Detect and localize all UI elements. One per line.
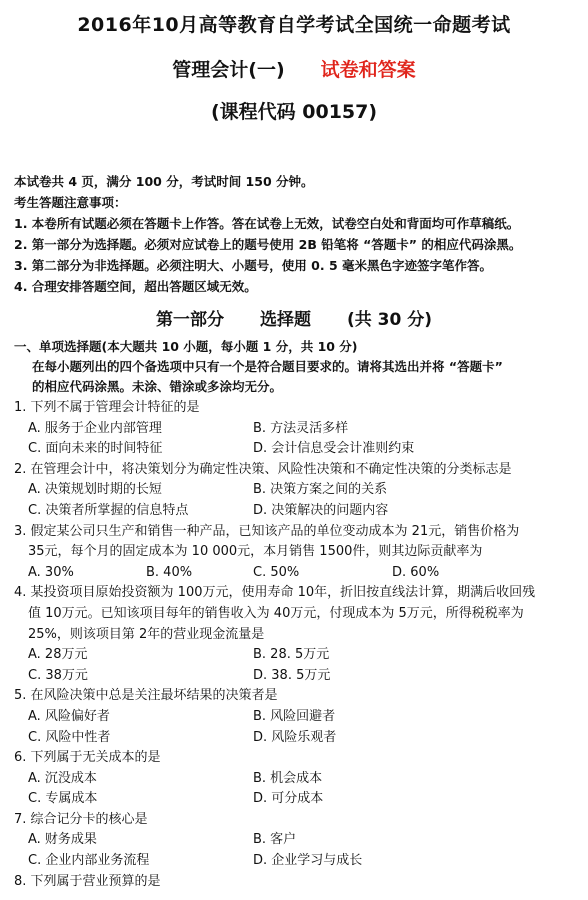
options-row xyxy=(14,789,584,810)
option-item: B. 决策方案之间的关系 xyxy=(253,482,388,498)
option-item: B. 风险回避者 xyxy=(253,708,336,724)
subject-note: 试卷和答案 xyxy=(320,59,416,81)
options-row xyxy=(14,501,584,522)
part-type: 选择题 xyxy=(259,310,311,330)
options-row xyxy=(14,769,584,790)
option-item: D. 60% xyxy=(392,564,440,580)
section-heading: 一、单项选择题(本大题共 10 小题，每小题 1 分，共 10 分) xyxy=(14,339,358,354)
subject-name: 管理会计(一) xyxy=(172,59,285,81)
instruction-line: 2. 第一部分为选择题。必须对应试卷上的题号使用 2B 铅笔将 “答题卡” 的相应代码涂黑。 xyxy=(14,237,522,252)
question-text: 4. 某投资项目原始投资额为 100万元，使用寿命 10年，折旧按直线法计算，期满后收回残 xyxy=(14,585,536,601)
part-name: 第一部分 xyxy=(155,310,224,330)
options-row xyxy=(14,480,584,501)
options-row xyxy=(14,830,584,851)
options-row xyxy=(14,851,584,872)
course-code: (课程代码 00157) xyxy=(210,101,378,123)
options-row xyxy=(14,439,584,460)
options-row xyxy=(14,707,584,728)
option-item: A. 30% xyxy=(28,564,74,580)
instruction-line: 本试卷共 4 页，满分 100 分，考试时间 150 分钟。 xyxy=(14,174,314,189)
question-list xyxy=(14,398,584,892)
section-desc: 在每小题列出的四个备选项中只有一个是符合题目要求的。请将其选出并将 “答题卡” xyxy=(32,359,503,374)
option-item: A. 风险偏好者 xyxy=(28,708,110,724)
instruction-line: 考生答题注意事项： xyxy=(14,195,127,210)
part-heading xyxy=(0,305,588,330)
exam-title: 2016年10月高等教育自学考试全国统一命题考试 xyxy=(77,14,511,36)
instructions-block xyxy=(14,171,584,297)
option-item: C. 风险中性者 xyxy=(28,729,111,745)
option-item: C. 专属成本 xyxy=(28,791,98,807)
option-item: D. 38. 5万元 xyxy=(253,667,331,683)
option-item: D. 可分成本 xyxy=(253,791,324,807)
question-text: 25%，则该项目第 2年的营业现金流量是 xyxy=(28,626,265,642)
question-text: 5. 在风险决策中总是关注最坏结果的决策者是 xyxy=(14,688,278,704)
option-item: A. 28万元 xyxy=(28,647,88,663)
option-item: A. 沉没成本 xyxy=(28,770,97,786)
section-desc: 的相应代码涂黑。未涂、错涂或多涂均无分。 xyxy=(32,379,283,394)
question-text: 1. 下列不属于管理会计特征的是 xyxy=(14,400,200,415)
options-row xyxy=(14,666,584,687)
option-item: C. 38万元 xyxy=(28,667,88,683)
option-item: C. 50% xyxy=(253,564,300,580)
option-item: A. 财务成果 xyxy=(28,832,97,848)
option-item: B. 机会成本 xyxy=(253,770,323,786)
option-item: D. 企业学习与成长 xyxy=(253,853,363,869)
option-item: C. 面向未来的时间特征 xyxy=(28,441,163,457)
question-text: 7. 综合记分卡的核心是 xyxy=(14,811,148,827)
options-row xyxy=(14,419,584,440)
option-item: B. 方法灵活多样 xyxy=(253,420,349,436)
option-item: B. 客户 xyxy=(253,832,297,848)
question-text: 35元，每个月的固定成本为 10 000元，本月销售 1500件，则其边际贡献率为 xyxy=(28,544,483,560)
subject-line xyxy=(0,55,588,82)
options-row xyxy=(14,728,584,749)
option-item: A. 决策规划时期的长短 xyxy=(28,482,162,498)
option-item: C. 企业内部业务流程 xyxy=(28,853,150,869)
option-item: B. 28. 5万元 xyxy=(253,647,330,663)
question-text: 值 10万元。已知该项目每年的销售收入为 40万元，付现成本为 5万元，所得税税率为 xyxy=(28,605,524,621)
question-text: 2. 在管理会计中，将决策划分为确定性决策、风险性决策和不确定性决策的分类标志是 xyxy=(14,461,512,477)
instruction-line: 3. 第二部分为非选择题。必须注明大、小题号，使用 0. 5 毫米黑色字迹签字笔作答。 xyxy=(14,258,492,273)
question-text: 3. 假定某公司只生产和销售一种产品，已知该产品的单位变动成本为 21元，销售价格为 xyxy=(14,523,520,539)
option-item: D. 会计信息受会计准则约束 xyxy=(253,441,415,457)
option-item: C. 决策者所掌握的信息特点 xyxy=(28,502,189,518)
part-score: (共 30 分) xyxy=(346,310,433,330)
option-item: B. 40% xyxy=(146,564,193,580)
option-item: D. 决策解决的问题内容 xyxy=(253,502,389,518)
instruction-line: 1. 本卷所有试题必须在答题卡上作答。答在试卷上无效，试卷空白处和背面均可作草稿纸。 xyxy=(14,216,520,231)
section-heading-block xyxy=(14,337,584,397)
question-text: 8. 下列属于营业预算的是 xyxy=(14,873,161,889)
options-row xyxy=(14,645,584,666)
option-item: A. 服务于企业内部管理 xyxy=(28,420,162,436)
option-item: D. 风险乐观者 xyxy=(253,729,337,745)
options-row xyxy=(14,563,584,584)
instruction-line: 4. 合理安排答题空间，超出答题区域无效。 xyxy=(14,279,257,294)
question-text: 6. 下列属于无关成本的是 xyxy=(14,750,161,766)
